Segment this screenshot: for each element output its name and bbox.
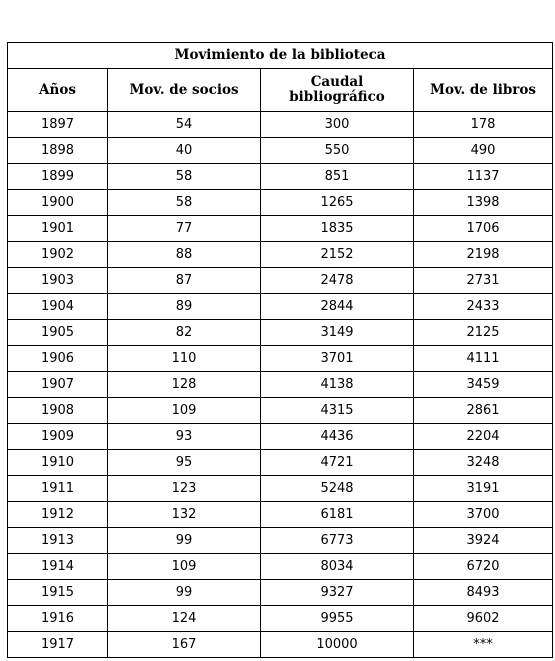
- cell-socios: 87: [108, 268, 261, 294]
- cell-socios: 99: [108, 528, 261, 554]
- cell-libros: 8493: [414, 580, 553, 606]
- cell-caudal: 8034: [261, 554, 414, 580]
- cell-year: 1914: [8, 554, 108, 580]
- table-row: [8, 606, 553, 632]
- cell-year: 1913: [8, 528, 108, 554]
- cell-socios: 124: [108, 606, 261, 632]
- cell-caudal: 3149: [261, 320, 414, 346]
- table-row: [8, 294, 553, 320]
- cell-year: 1909: [8, 424, 108, 450]
- cell-libros: 1706: [414, 216, 553, 242]
- cell-year: 1907: [8, 372, 108, 398]
- cell-caudal: 3701: [261, 346, 414, 372]
- cell-libros: 1137: [414, 164, 553, 190]
- cell-year: 1903: [8, 268, 108, 294]
- table-row: [8, 138, 553, 164]
- cell-socios: 109: [108, 554, 261, 580]
- cell-libros: 2731: [414, 268, 553, 294]
- cell-year: 1915: [8, 580, 108, 606]
- cell-libros: 3191: [414, 476, 553, 502]
- table-row: [8, 450, 553, 476]
- cell-year: 1916: [8, 606, 108, 632]
- table-row: [8, 164, 553, 190]
- cell-libros: 6720: [414, 554, 553, 580]
- cell-socios: 54: [108, 112, 261, 138]
- table-body: [8, 112, 553, 658]
- cell-year: 1899: [8, 164, 108, 190]
- cell-year: 1902: [8, 242, 108, 268]
- cell-caudal: 9955: [261, 606, 414, 632]
- table-title-row: [8, 43, 553, 69]
- cell-socios: 77: [108, 216, 261, 242]
- cell-socios: 167: [108, 632, 261, 658]
- table-row: [8, 580, 553, 606]
- table-row: [8, 372, 553, 398]
- cell-year: 1908: [8, 398, 108, 424]
- table-row: [8, 554, 553, 580]
- cell-socios: 89: [108, 294, 261, 320]
- header-mov-libros: Mov. de libros: [414, 69, 553, 112]
- table-row: [8, 398, 553, 424]
- header-mov-socios: Mov. de socios: [108, 69, 261, 112]
- library-movement-table: [7, 42, 553, 658]
- cell-caudal: 550: [261, 138, 414, 164]
- cell-year: 1901: [8, 216, 108, 242]
- cell-libros: 4111: [414, 346, 553, 372]
- cell-socios: 82: [108, 320, 261, 346]
- cell-year: 1904: [8, 294, 108, 320]
- table-row: [8, 528, 553, 554]
- table-title: Movimiento de la biblioteca: [8, 43, 553, 69]
- cell-caudal: 851: [261, 164, 414, 190]
- cell-libros: 2861: [414, 398, 553, 424]
- cell-libros: 178: [414, 112, 553, 138]
- cell-year: 1912: [8, 502, 108, 528]
- cell-caudal: 4721: [261, 450, 414, 476]
- table-row: [8, 346, 553, 372]
- cell-year: 1900: [8, 190, 108, 216]
- cell-caudal: 6181: [261, 502, 414, 528]
- cell-caudal: 4138: [261, 372, 414, 398]
- cell-caudal: 1265: [261, 190, 414, 216]
- table-row: [8, 112, 553, 138]
- cell-socios: 128: [108, 372, 261, 398]
- cell-caudal: 6773: [261, 528, 414, 554]
- cell-libros: 1398: [414, 190, 553, 216]
- cell-caudal: 10000: [261, 632, 414, 658]
- table-row: [8, 242, 553, 268]
- cell-caudal: 2152: [261, 242, 414, 268]
- cell-libros: 490: [414, 138, 553, 164]
- cell-socios: 123: [108, 476, 261, 502]
- table-header-row: [8, 69, 553, 112]
- cell-socios: 109: [108, 398, 261, 424]
- cell-socios: 58: [108, 164, 261, 190]
- cell-libros: 3924: [414, 528, 553, 554]
- cell-year: 1917: [8, 632, 108, 658]
- cell-year: 1906: [8, 346, 108, 372]
- cell-year: 1897: [8, 112, 108, 138]
- cell-libros: ***: [414, 632, 553, 658]
- cell-socios: 40: [108, 138, 261, 164]
- table-row: [8, 502, 553, 528]
- cell-socios: 58: [108, 190, 261, 216]
- cell-libros: 2125: [414, 320, 553, 346]
- header-anos: Años: [8, 69, 108, 112]
- cell-socios: 110: [108, 346, 261, 372]
- table-row: [8, 268, 553, 294]
- table-row: [8, 216, 553, 242]
- cell-caudal: 1835: [261, 216, 414, 242]
- table-row: [8, 320, 553, 346]
- cell-libros: 9602: [414, 606, 553, 632]
- cell-year: 1905: [8, 320, 108, 346]
- table-row: [8, 632, 553, 658]
- cell-caudal: 4315: [261, 398, 414, 424]
- cell-caudal: 2478: [261, 268, 414, 294]
- cell-caudal: 4436: [261, 424, 414, 450]
- cell-caudal: 5248: [261, 476, 414, 502]
- cell-socios: 132: [108, 502, 261, 528]
- table-row: [8, 190, 553, 216]
- header-caudal: Caudal bibliográfico: [261, 69, 414, 112]
- cell-caudal: 300: [261, 112, 414, 138]
- cell-socios: 95: [108, 450, 261, 476]
- cell-libros: 2198: [414, 242, 553, 268]
- cell-year: 1910: [8, 450, 108, 476]
- cell-socios: 88: [108, 242, 261, 268]
- cell-libros: 3459: [414, 372, 553, 398]
- cell-socios: 99: [108, 580, 261, 606]
- cell-libros: 2204: [414, 424, 553, 450]
- cell-year: 1898: [8, 138, 108, 164]
- cell-socios: 93: [108, 424, 261, 450]
- cell-caudal: 2844: [261, 294, 414, 320]
- cell-libros: 2433: [414, 294, 553, 320]
- table-row: [8, 424, 553, 450]
- cell-libros: 3248: [414, 450, 553, 476]
- table-row: [8, 476, 553, 502]
- cell-caudal: 9327: [261, 580, 414, 606]
- cell-year: 1911: [8, 476, 108, 502]
- cell-libros: 3700: [414, 502, 553, 528]
